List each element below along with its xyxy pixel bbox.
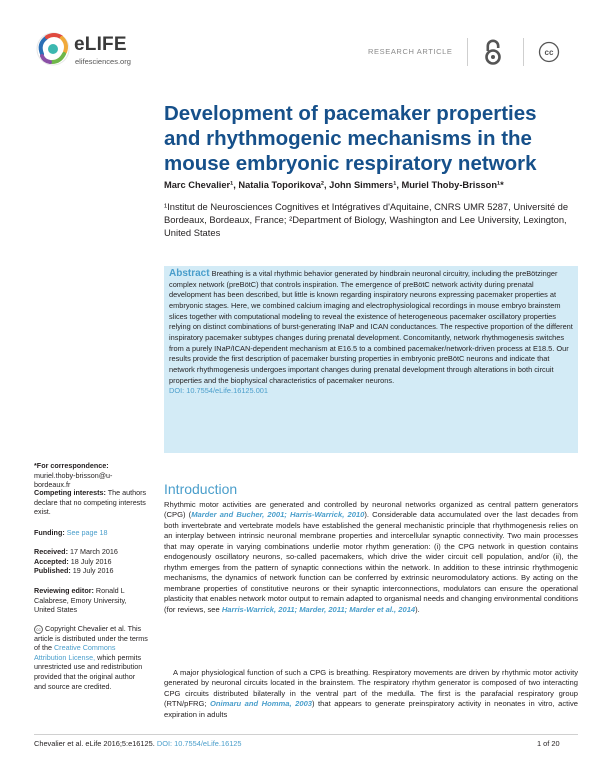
author-list: Marc Chevalier¹, Natalia Toporikova², John Simmers¹, Muriel Thoby-Brisson¹*: [164, 180, 504, 190]
citation-link[interactable]: Marder and Bucher, 2001; Harris-Warrick, 2010: [191, 510, 365, 520]
abstract-heading: Abstract: [169, 268, 210, 279]
footer-divider: [34, 734, 578, 735]
intro-paragraph-1: [164, 500, 578, 615]
competing-label: Competing interests:: [34, 488, 106, 497]
accepted-label: Accepted:: [34, 556, 69, 566]
intro-text: A major physiological function of such a CPG is breathing. Respiratory movements are driven by rhythmic motor activity generated by neuronal circuits located in the brainstem. The respiratory rhythm generator is composed of two interacting CPG circuits distributed bilaterally in the ventral part of the medulla. The first is the parafacial respiratory group (RTN/pFRG;: [164, 668, 578, 709]
competing-value: The authors declare that no competing interests exist.: [34, 488, 147, 517]
funding-label: Funding:: [34, 528, 65, 537]
article-title: Development of pacemaker properties and rhythmogenic mechanisms in the mouse embryonic respiratory network: [164, 102, 537, 175]
intro-text: ).: [415, 604, 420, 614]
article-type-label: RESEARCH ARTICLE: [368, 47, 453, 56]
license-link[interactable]: Creative Commons Attribution License,: [34, 643, 116, 662]
funding: [34, 528, 148, 538]
citation-link[interactable]: Harris-Warrick, 2011; Marder, 2011; Marder et al., 2014: [221, 604, 416, 614]
correspondence-label: *For correspondence:: [34, 461, 109, 470]
correspondence-email[interactable]: muriel.thoby-brisson@u-bordeaux.fr: [34, 470, 113, 490]
open-access-icon[interactable]: [481, 38, 505, 71]
published-date: 19 July 2016: [72, 566, 114, 576]
creative-commons-icon[interactable]: [538, 41, 560, 68]
footer-citation: [34, 739, 242, 748]
introduction-heading: Introduction: [164, 481, 238, 497]
received-label: Received:: [34, 547, 68, 556]
received-date: 17 March 2016: [69, 547, 118, 556]
abstract-doi-link[interactable]: DOI: 10.7554/eLife.16125.001: [169, 386, 269, 396]
abstract-body: Breathing is a vital rhythmic behavior generated by hindbrain neuronal circuitry, including the preBötzinger complex network (preBötC) that controls inspiration. The emergence of preBötC network activity during prenatal development has been described, but little is known regarding inspiratory neurons expressing pacemaker properties at embryonic stages. Here, we combined calcium imaging and electrophysiological recordings in mouse embryo brainstem slices together with computational modeling to reveal the existence of heterogeneous pacemaker oscillatory properties relying on distinct combinations of burst-generating INaP and ICAN conductances. The respective proportion of the different inspiratory pacemaker subtypes changes during prenatal development. Concomitantly, network rhythmogenesis switches from a purely INaP/ICAN-dependent mechanism at E16.5 to a combined pacemaker/network-driven process at E18.5. Our results provide the first description of pacemaker bursting properties in embryonic preBötC neurons and indicate that network rhythmogenesis undergoes important changes during prenatal development through alterations in both circuit properties and the biophysical characteristics of pacemaker neurons.: [169, 269, 573, 385]
correspondence: [34, 461, 148, 490]
intro-text: Rhythmic motor activities are generated and controlled by neuronal networks organized as central pattern generators (CPG) (: [164, 500, 578, 520]
elife-logo-icon: [34, 30, 72, 68]
competing-interests: [34, 488, 148, 517]
affiliations: ¹Institut de Neurosciences Cognitives et Intégratives d'Aquitaine, CNRS UMR 5287, Université de Bordeaux, Bordeaux, France; ²Department of Biology, Washington and Lee University, Lexington, United States: [164, 201, 569, 238]
intro-paragraph-2: [164, 668, 578, 720]
citation-link[interactable]: Onimaru and Homma, 2003: [209, 699, 313, 709]
published-label: Published:: [34, 566, 71, 576]
header-divider: [467, 38, 468, 66]
footer-citation-text: Chevalier et al. eLife 2016;5:e16125.: [34, 739, 155, 748]
brand-url[interactable]: elifesciences.org: [75, 57, 131, 66]
reviewing-editor: [34, 586, 148, 615]
elife-logo[interactable]: [34, 30, 154, 70]
header-divider: [523, 38, 524, 66]
footer-doi-link[interactable]: DOI: 10.7554/eLife.16125: [156, 739, 242, 748]
editor-label: Reviewing editor:: [34, 586, 94, 595]
intro-text: ) that appears to generate preinspiratory activity in neonates in vitro, active expiration in adults: [164, 699, 578, 719]
brand-name: eLIFE: [74, 34, 127, 55]
copyright-text-2: which permits unrestricted use and redistribution provided that the original author and source are credited.: [34, 652, 143, 691]
copyright: [34, 624, 148, 691]
funding-link[interactable]: See page 18: [66, 528, 108, 537]
page-number: 1 of 20: [537, 739, 560, 748]
intro-text: ). Considerable data accumulated over the last decades from both invertebrate and vertebrate models have established the general mechanistic principle that rhythmogenesis relies on an interplay between intrinsic neuronal membrane properties and intercellular synaptic connectivity. Two main processes that may operate in varying combinations underlie motor rhythm generation: (i) the CPG network in question contains endogenously oscillatory neurons, so-called pacemakers, which drive the wider circuit cell population, and/or (ii), the rhythm emerges from the pattern of synaptic connections within the network. In addition to these intrinsic rhythmogenic mechanisms, the dynamics of network function can be conferred by extrinsic neuromodulatory actions. By acting on the membrane properties of constitutive neurons or their synaptic interconnections, modulators can ensure the operational plasticity that enables network motor output to remain adapted to organismal needs and changing environmental conditions (for reviews, see: [164, 510, 578, 614]
copyright-text: Copyright Chevalier et al. This article is distributed under the terms of the: [34, 624, 148, 653]
editor-value: Ronald L Calabrese, Emory University, United States: [34, 586, 127, 615]
dates: [34, 547, 148, 576]
copyright-cc-icon: cc: [34, 625, 43, 634]
abstract: [164, 269, 578, 397]
svg-text:cc: cc: [544, 48, 554, 58]
accepted-date: 18 July 2016: [70, 556, 112, 566]
